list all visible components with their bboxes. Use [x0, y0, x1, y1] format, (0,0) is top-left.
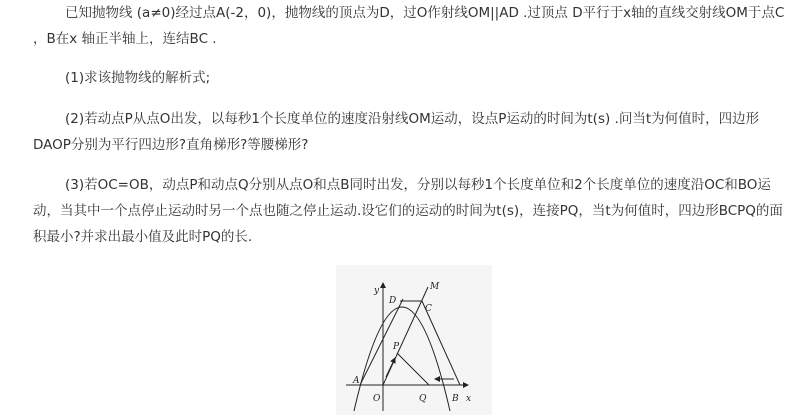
label-d: D	[389, 296, 397, 306]
question-3: (3)若OC=OB，动点P和动点Q分别从点O和点B同时出发，分别以每秒1个长度单位和2个长度单位的速度沿OC和BO运动，当其中一个点停止运动时另一个点也随之停止运动.设它们的运动的时间为t(s)，连接PQ，当t为何值时，四边形BCPQ的面积最小?并求出最小值及此时PQ的长.	[33, 177, 783, 245]
label-q: Q	[419, 394, 427, 404]
label-y: y	[374, 286, 380, 296]
question-2: (2)若动点P从点O出发，以每秒1个长度单位的速度沿射线OM运动，设点P运动的时间为t(s) .问当t为何值时，四边形DAOP分别为平行四边形?直角梯形?等腰梯形?	[33, 111, 760, 153]
segment-pq	[397, 353, 429, 385]
label-p: P	[393, 342, 400, 352]
label-x: x	[466, 394, 472, 404]
label-o: O	[373, 394, 381, 404]
question-1: (1)求该抛物线的解析式;	[65, 70, 211, 86]
arrow-p	[386, 358, 395, 377]
geometry-figure	[336, 265, 492, 415]
figure-svg	[336, 265, 492, 415]
label-b: B	[452, 394, 459, 404]
label-m: M	[430, 282, 440, 292]
label-c: C	[425, 304, 432, 314]
parabola	[354, 307, 450, 411]
problem-intro: 已知抛物线 (a≠0)经过点A(-2，0)，抛物线的顶点为D，过O作射线OM||AD .过顶点 D平行于x轴的直线交射线OM于点C ，B在x 轴正半轴上，连结BC .	[33, 5, 785, 47]
label-a: A	[353, 376, 360, 386]
